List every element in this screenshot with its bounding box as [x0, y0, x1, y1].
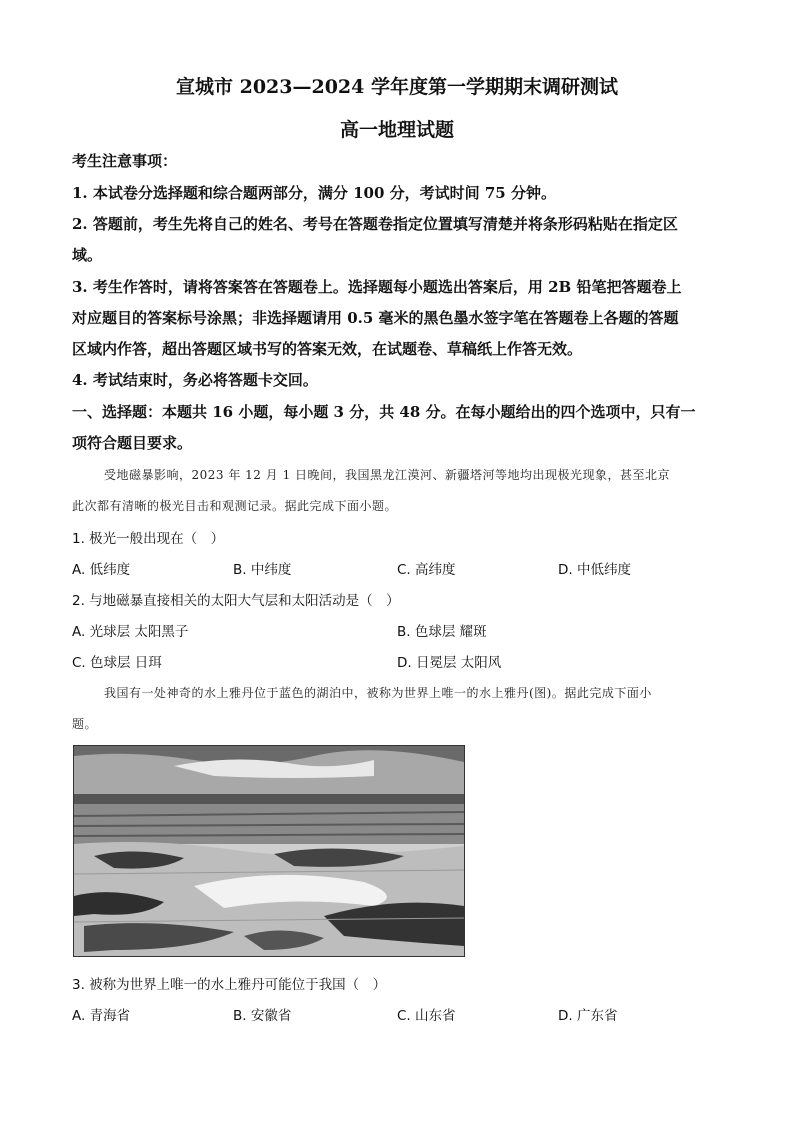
q2-option-a: A. 光球层 太阳黑子 — [72, 624, 189, 640]
notice-item-3-cont2: 区域内作答，超出答题区域书写的答案无效，在试题卷、草稿纸上作答无效。 — [72, 340, 583, 358]
q2-option-c: C. 色球层 日珥 — [72, 655, 162, 671]
q3-option-a: A. 青海省 — [72, 1008, 131, 1024]
q2-option-b: B. 色球层 耀斑 — [397, 624, 487, 640]
passage1-line1: 受地磁暴影响，2023 年 12 月 1 日晚间，我国黑龙江漠河、新疆塔河等地均出现极光现象，甚至北京 — [104, 468, 671, 482]
passage1-line2: 此次都有清晰的极光目击和观测记录。据此完成下面小题。 — [72, 499, 398, 513]
page-subtitle: 高一地理试题 — [339, 119, 454, 141]
notice-item-2-cont: 域。 — [72, 246, 103, 264]
section1-heading: 一、选择题：本题共 16 小题，每小题 3 分，共 48 分。在每小题给出的四个选项中，只有一 — [72, 403, 696, 421]
passage2-line2: 题。 — [72, 717, 98, 731]
passage2-line1: 我国有一处神奇的水上雅丹位于蓝色的湖泊中，被称为世界上唯一的水上雅丹(图)。据此完成下面小 — [104, 686, 652, 700]
section1-heading-cont: 项符合题目要求。 — [72, 434, 193, 452]
q3-stem: 3. 被称为世界上唯一的水上雅丹可能位于我国（ ） — [72, 977, 387, 993]
notice-item-1: 1. 本试卷分选择题和综合题两部分，满分 100 分，考试时间 75 分钟。 — [72, 184, 556, 202]
q3-option-b: B. 安徽省 — [233, 1008, 292, 1024]
q1-option-a: A. 低纬度 — [72, 562, 131, 578]
q1-stem: 1. 极光一般出现在（ ） — [72, 531, 225, 547]
q1-option-d: D. 中低纬度 — [558, 562, 631, 578]
page-title: 宣城市 2023—2024 学年度第一学期期末调研测试 — [176, 76, 618, 98]
q1-option-b: B. 中纬度 — [233, 562, 292, 578]
q3-option-d: D. 广东省 — [558, 1008, 618, 1024]
notice-item-3: 3. 考生作答时，请将答案答在答题卷上。选择题每小题选出答案后，用 2B 铅笔把答题卷上 — [72, 278, 682, 296]
yardang-lake-photo — [73, 745, 465, 957]
notice-item-4: 4. 考试结束时，务必将答题卡交回。 — [72, 371, 318, 389]
q2-option-d: D. 日冕层 太阳风 — [397, 655, 502, 671]
q1-option-c: C. 高纬度 — [397, 562, 456, 578]
notice-item-3-cont1: 对应题目的答案标号涂黑；非选择题请用 0.5 毫米的黑色墨水签字笔在答题卷上各题的答题 — [72, 309, 679, 327]
q2-stem: 2. 与地磁暴直接相关的太阳大气层和太阳活动是（ ） — [72, 593, 400, 609]
notice-item-2: 2. 答题前，考生先将自己的姓名、考号在答题卷指定位置填写清楚并将条形码粘贴在指定区 — [72, 215, 678, 233]
notice-heading: 考生注意事项： — [72, 152, 178, 170]
q3-option-c: C. 山东省 — [397, 1008, 456, 1024]
